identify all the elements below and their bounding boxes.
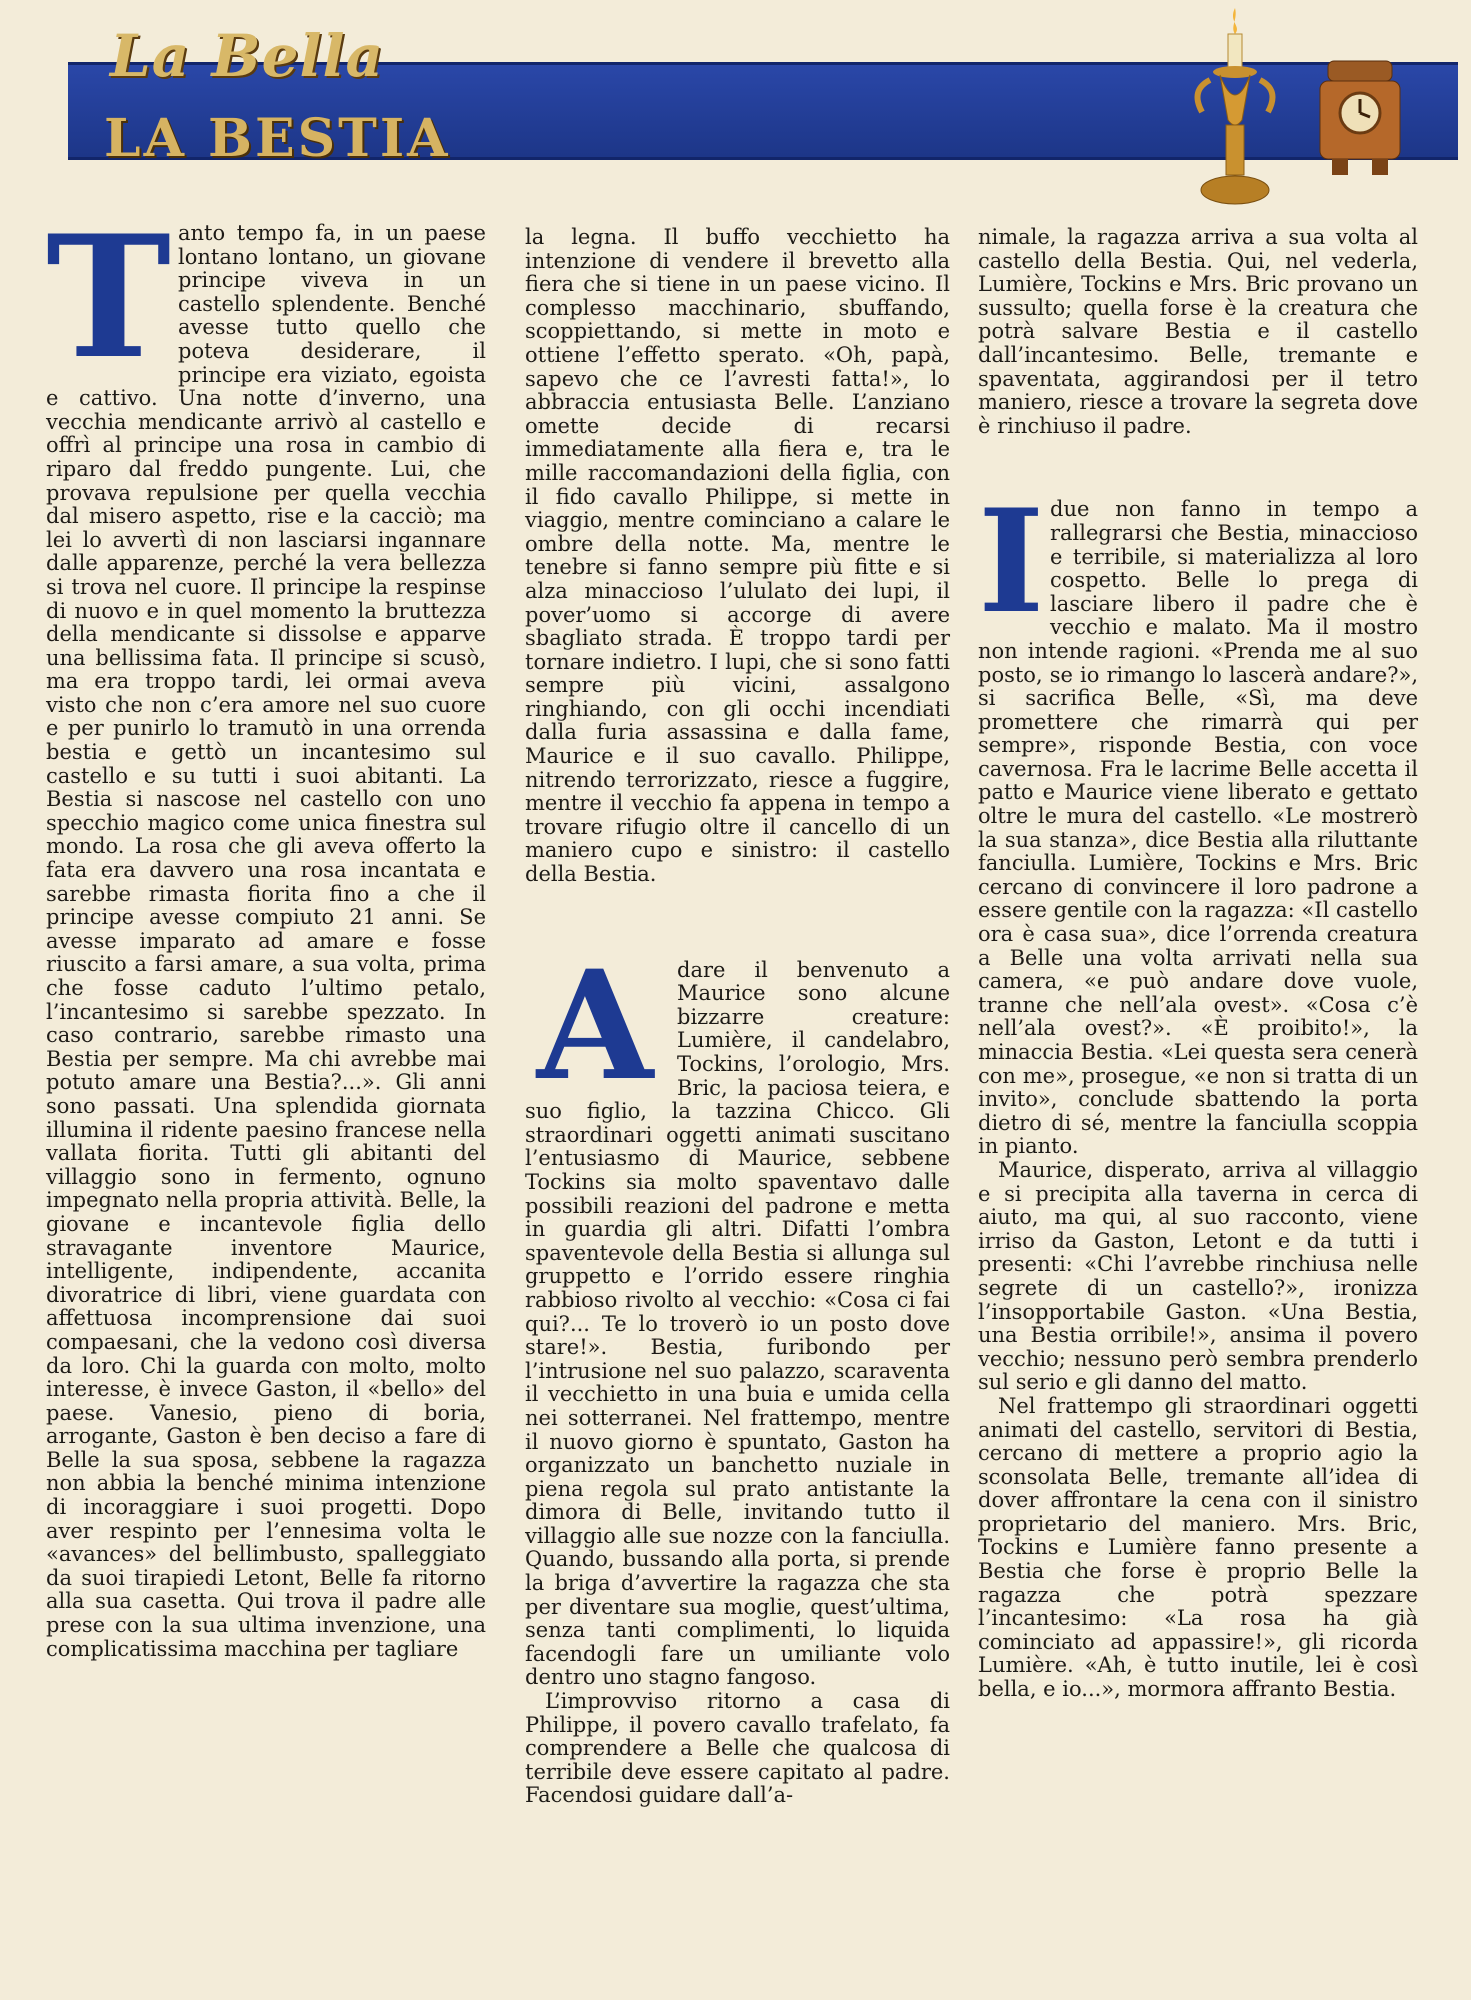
article-paragraph (46, 198, 486, 1661)
article-paragraph: nimale, la ragazza arriva a sua volta al castello della Bestia. Qui, nel vederla, Lumière, Tockins e Mrs. Bric provano un sussulto; quella forse è la creatura che potrà salvare Bestia e il castello dall’incantesimo. Belle, tremante e spaventata, aggirandosi per il tetro maniero, riesce a trovare la segreta dove è rinchiuso il padre. (978, 225, 1418, 438)
paragraph-text: anto tempo fa, in un paese lontano lontano, un giovane principe viveva in un castello splendente. Benché avesse tutto quello che poteva desiderare, il principe era viziato, egoista e cattivo. Una notte d’inverno, una vecchia mendicante arrivò al castello e offrì al principe una rosa in cambio di riparo dal freddo pungente. Lui, che provava repulsione per quella vecchia dal misero aspetto, rise e la cacciò; ma lei lo avvertì di non lasciarsi ingannare dalle apparenze, perché la vera bellezza si trova nel cuore. Il principe la respinse di nuovo e in quel momento la bruttezza della mendicante si dissolse e apparve una bellissima fata. Il principe si scusò, ma era troppo tardi, lei ormai aveva visto che non c’era amore nel suo cuore e per punirlo lo tramutò in una orrenda bestia e gettò un incantesimo sul castello e su tutti i suoi abitanti. La Bestia si nascose nel castello con uno specchio magico come unica finestra sul mondo. La rosa che gli aveva offerto la fata era davvero una rosa incantata e sarebbe rimasta fiorita fino a che il principe avesse compiuto 21 anni. Se avesse imparato ad amare e fosse riuscito a farsi amare, a sua volta, prima che fosse caduto l’ultimo petalo, l’incantesimo si sarebbe spezzato. In caso contrario, sarebbe rimasto una Bestia per sempre. Ma chi avrebbe mai potuto amare una Bestia?...». Gli anni sono passati. Una splendida giornata illumina il ridente paesino francese nella vallata fiorita. Tutti gli abitanti del villaggio sono in fermento, ognuno impegnato nella propria attività. Belle, la giovane e incantevole figlia dello stravagante inventore Maurice, intelligente, indipendente, accanita divoratrice di libri, viene guardata con affettuosa incomprensione dai suoi compaesani, che la vedono così diversa da loro. Chi la guarda con molto, molto interesse, è invece Gaston, il «bello» del paese. Vanesio, pieno di boria, arrogante, Gaston è ben deciso a fare di Belle la sua sposa, sebbene la ragazza non abbia la benché minima intenzione di incoraggiare i suoi progetti. Dopo aver respinto per l’ennesima volta le «avances» del bellimbusto, spalleggiato da suoi tirapiedi Letont, Belle fa ritorno alla sua casetta. Qui trova il padre alle prese con la sua ultima invenzione, una complicatissima macchina per tagliare (46, 221, 486, 1661)
paragraph-text: dare il benvenuto a Maurice sono alcune bizzarre creature: Lumière, il candelabro, Tockins, l’orologio, Mrs. Bric, la paciosa teiera, e suo figlio, la tazzina Chicco. Gli straordinari oggetti animati suscitano l’entusiasmo di Maurice, sebbene Tockins sia molto spaventavo dalle possibili reazioni del padrone e metta in guardia gli altri. Difatti l’ombra spaventevole della Bestia si allunga sul gruppetto e l’orrido essere ringhia rabbioso rivolto al vecchio: «Cosa ci fai qui?... Te lo troverò io un posto dove stare!». Bestia, furibondo per l’intrusione nel suo palazzo, scaraventa il vecchietto in una buia e umida cella nei sotterranei. Nel frattempo, mentre il nuovo giorno è spuntato, Gaston ha organizzato un banchetto nuziale in piena regola sul prato antistante la dimora di Belle, invitando tutto il villaggio alle sue nozze con la fanciulla. Quando, bussando alla porta, si prende la briga d’avvertire la ragazza che sta per diventare sua moglie, quest’ultima, senza tanti complimenti, lo liquida facendogli fare un umiliante volo dentro uno stagno fangoso. (525, 957, 950, 1690)
drop-cap-a: A (536, 937, 654, 1114)
article-paragraph (978, 479, 1418, 1159)
paragraph-text: due non fanno in tempo a rallegrarsi che Bestia, minaccioso e terribile, si materializza al loro cospetto. Belle lo prega di lasciare libero il padre che è vecchio e malato. Ma il mostro non intende ragioni. «Prenda me al suo posto, se io rimango lo lascerà andare?», si sacrifica Belle, «Sì, ma deve promettere che rimarrà qui per sempre», risponde Bestia, con voce cavernosa. Fra le lacrime Belle accetta il patto e Maurice viene liberato e gettato oltre le mura del castello. «Le mostrerò la sua stanza», dice Bestia alla riluttante fanciulla. Lumière, Tockins e Mrs. Bric cercano di convincere il loro padrone a essere gentile con la ragazza: «Il castello ora è casa sua», dice l’orrenda creatura a Belle una volta arrivati nella sua camera, «e può andare dove vuole, tranne che nell’ala ovest». «Cosa c’è nell’ala ovest?». «È proibito!», la minaccia Bestia. «Lei questa sera cenerà con me», prosegue, «e non si tratta di un invito», conclude sbattendo la porta dietro di sé, mentre la fanciulla scoppia in pianto. (978, 497, 1418, 1159)
article-paragraph: Maurice, disperato, arriva al villaggio e si precipita alla taverna in cerca di aiuto, ma qui, al suo racconto, viene irriso da Gaston, Letont e da tutti i presenti: «Chi l’avrebbe rinchiusa nelle segrete di un castello?», ironizza l’insopportabile Gaston. «Una Bestia, una Bestia orribile!», ansima il povero vecchio; nessuno però sembra prenderlo sul serio e gli danno del matto. (978, 1157, 1418, 1395)
logo-la-bella: La Bella (110, 22, 385, 90)
article-paragraph: L’improvviso ritorno a casa di Philippe, il povero cavallo trafelato, fa comprendere a Belle che qualcosa di terribile deve essere capitato al padre. Facendosi guidare dall’a- (525, 1689, 950, 1808)
candelabra-illustration (1180, 0, 1290, 215)
drop-cap-i: I (978, 479, 1045, 646)
article-column-3 (978, 226, 1418, 1702)
article-paragraph: la legna. Il buffo vecchietto ha intenzione di vendere il brevetto alla fiera che si tiene in un paese vicino. Il complesso macchinario, sbuffando, scoppiettando, si mette in moto e ottiene l’effetto sperato. «Oh, papà, sapevo che ce l’avresti fatta!», lo abbraccia entusiasta Belle. L’anziano omette decide di recarsi immediatamente alla fiera e, tra le mille raccomandazioni della figlia, con il fido cavallo Philippe, si mette in viaggio, mentre cominciano a calare le ombre della notte. Ma, mentre le tenebre si fanno sempre più fitte e si alza minaccioso l’ululato dei lupi, il pover’uomo si accorge di avere sbagliato strada. È troppo tardi per tornare indietro. I lupi, che si sono fatti sempre più vicini, assalgono ringhiando, con gli occhi incendiati dalla furia assassina e dalla fame, Maurice e il suo cavallo. Philippe, nitrendo terrorizzato, riesce a fuggire, mentre il vecchio fa appena in tempo a trovare rifugio oltre il cancello di un maniero cupo e sinistro: il castello della Bestia. (525, 225, 950, 887)
drop-cap-t: T (46, 198, 172, 396)
logo-la-bestia: LA BESTIA (104, 108, 451, 169)
article-column-1 (46, 198, 486, 1661)
article-paragraph (525, 937, 950, 1690)
article-paragraph: Nel frattempo gli straordinari oggetti animati del castello, servitori di Bestia, cercano di mettere a proprio agio la sconsolata Belle, tremante all’idea di dover affrontare la cena con il sinistro proprietario del maniero. Mrs. Bric, Tockins e Lumière fanno presente a Bestia che forse è proprio Belle la ragazza che potrà spezzare l’incantesimo: «La rosa ha già cominciato ad appassire!», gli ricorda Lumière. «Ah, è tutto inutile, lei è così bella, e io...», mormora affranto Bestia. (978, 1393, 1418, 1702)
article-column-2 (525, 226, 950, 1808)
clock-illustration (1310, 55, 1410, 180)
